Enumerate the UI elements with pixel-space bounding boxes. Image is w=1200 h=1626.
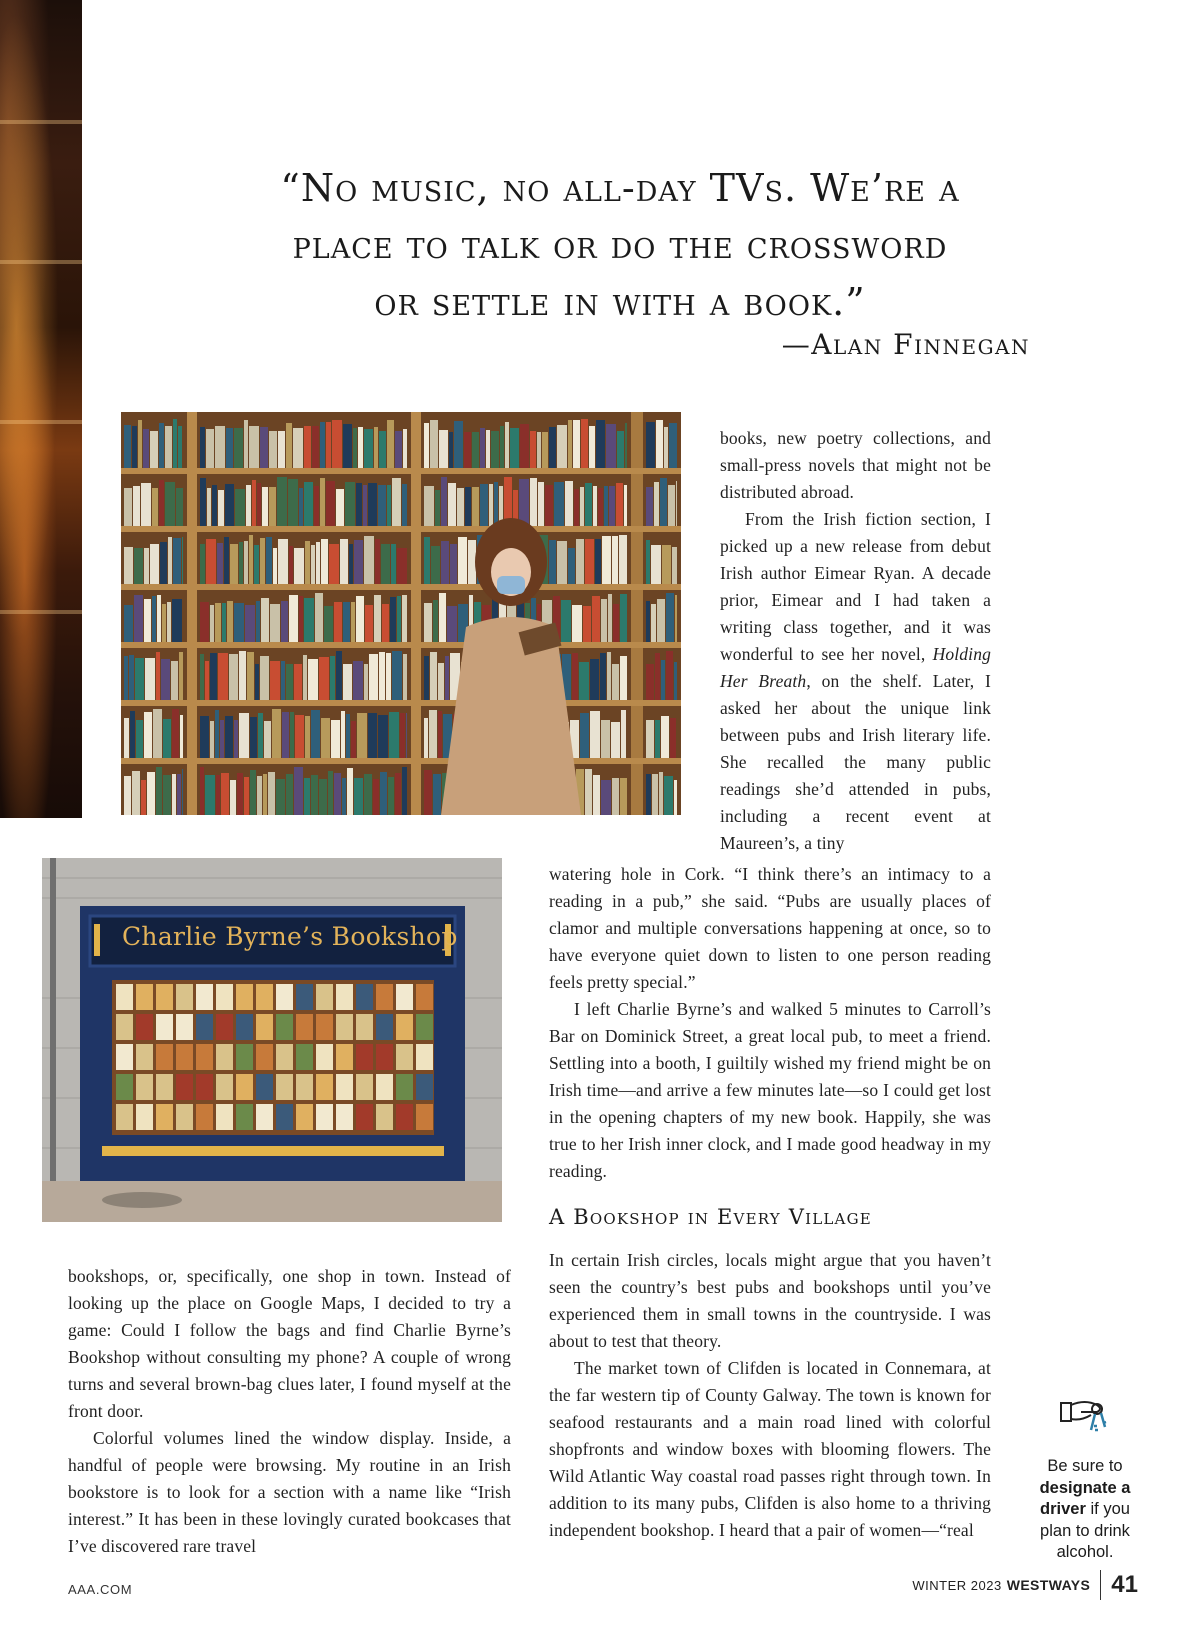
page-number: 41 (1111, 1571, 1138, 1598)
column-bottom (549, 1247, 991, 1544)
paragraph: bookshops, or, specifically, one shop in town. Instead of looking up the place on Google Maps, I decided to try a game: Could I follow the bags and find Charlie Byrne’s Bookshop without consulting my phone? A couple of wrong turns and several brown-bag clues later, I found myself at the front door. (68, 1266, 511, 1421)
pull-quote (200, 160, 1040, 331)
hand-with-keys-icon (1057, 1432, 1113, 1449)
storefront-sign: Charlie Byrne’s Bookshop (122, 922, 458, 951)
bookshop-interior-photo (121, 412, 681, 815)
footer-folio (912, 1570, 1138, 1600)
column-left (68, 1263, 511, 1560)
paragraph: From the Irish fiction section, I picked up a new release from debut Irish author Eimear Ryan. A decade prior, Eimear and I had taken a writing class together, and it was wonderful to see her novel, Holding Her Breath, on the shelf. Later, I asked her about the unique link between pubs and Irish literary life. She recalled the many public readings she’d attended in pubs, including a recent event at Maureen’s, a tiny (720, 509, 991, 853)
column-top (720, 425, 991, 857)
pull-quote-line: or settle in with a book.” (374, 280, 866, 324)
storefront-photo (42, 858, 502, 1222)
paragraph: The market town of Clifden is located in Connemara, at the far western tip of County Galway. The town is known for seafood restaurants and a main road lined with colorful shopfronts and window boxes with blooming flowers. The Wild Atlantic Way coastal road passes right through town. In addition to its many pubs, Clifden is also home to a thriving independent bookshop. I heard that a pair of women—“real (549, 1358, 991, 1540)
paragraph: watering hole in Cork. “I think there’s an intimacy to a reading in a pub,” she said. “Pubs are usually places of clamor and multiple conversations happening at once, so to have everyone quiet down to listen to one person reading feels pretty special.” (549, 864, 991, 992)
book-title: Holding Her Breath (720, 644, 991, 691)
pull-quote-line: place to talk or do the crossword (292, 223, 948, 267)
quote-attribution: —Alan Finnegan (781, 328, 1030, 361)
footer-divider (1100, 1570, 1101, 1600)
tip-text: Be sure to designate a driver if you plan to drink alcohol. (1039, 1457, 1131, 1561)
paragraph: I left Charlie Byrne’s and walked 5 minutes to Carroll’s Bar on Dominick Street, a great local pub, to meet a friend. Settling into a booth, I guiltily wished my friend might be on Irish time—and arrive a few minutes late—so I could get lost in the opening chapters of my new book. Happily, she was true to her Irish inner clock, and I made good headway in my reading. (549, 999, 991, 1181)
paragraph: In certain Irish circles, locals might argue that you haven’t seen the country’s best pubs and bookshops until you’ve experienced them in small towns in the countryside. I was about to test that theory. (549, 1250, 991, 1351)
section-heading: A Bookshop in Every Village (549, 1205, 872, 1229)
paragraph: books, new poetry collections, and small-press novels that might not be distributed abroad. (720, 428, 991, 502)
edge-photo (0, 0, 82, 818)
pull-quote-line: “No music, no all-day TVs. We’re a (280, 166, 960, 210)
footer-magazine: WESTWAYS (1006, 1577, 1091, 1593)
safety-tip (1025, 1395, 1145, 1564)
footer-issue: WINTER 2023 (912, 1577, 1002, 1593)
footer-site: AAA.COM (68, 1582, 133, 1597)
column-middle (549, 861, 991, 1185)
paragraph: Colorful volumes lined the window display. Inside, a handful of people were browsing. My routine in an Irish bookstore is to look for a section with a name like “Irish interest.” It has been in these lovingly curated bookcases that I’ve discovered rare travel (68, 1428, 511, 1556)
